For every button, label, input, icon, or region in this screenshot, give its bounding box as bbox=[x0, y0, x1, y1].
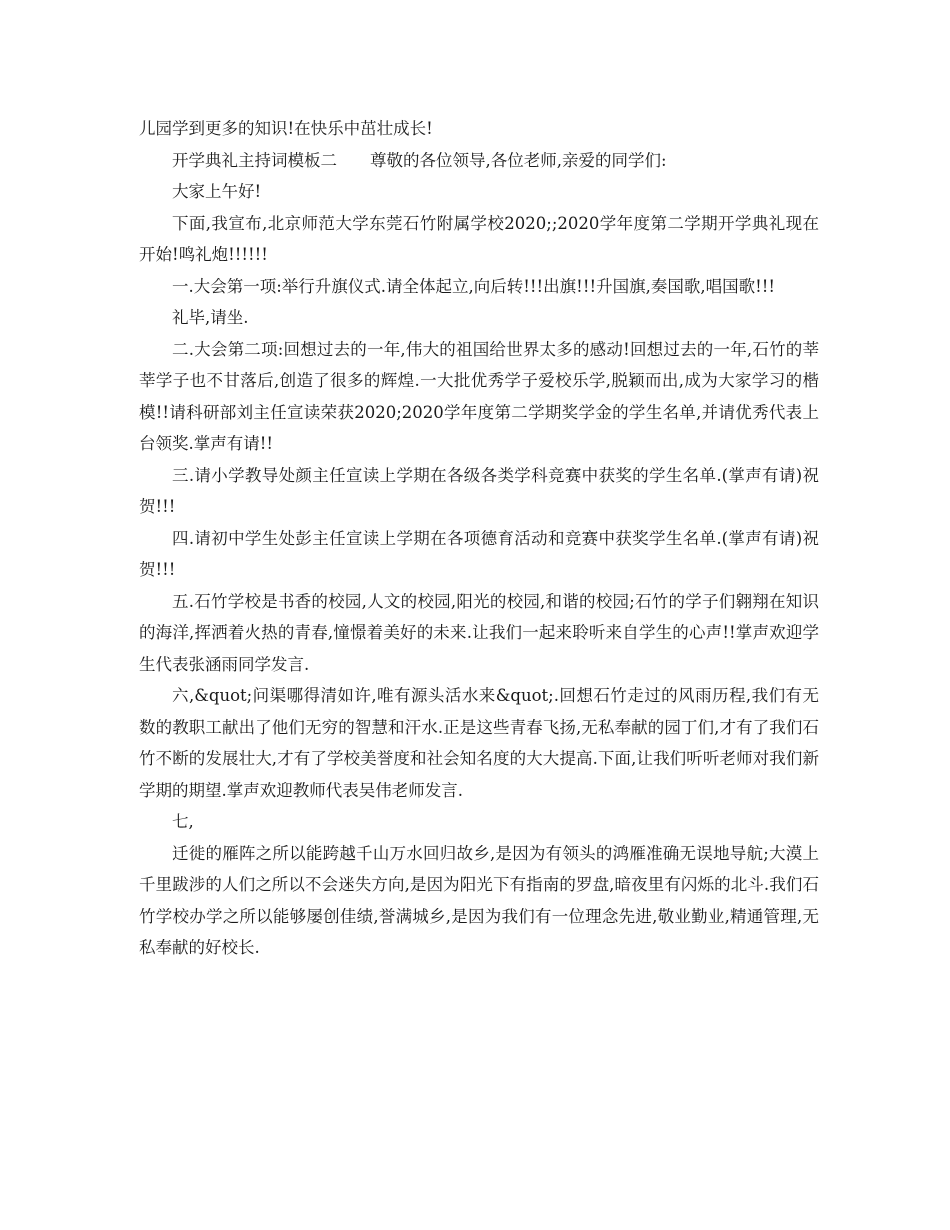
paragraph: 七, bbox=[172, 812, 194, 831]
paragraph: 六,&quot;问渠哪得清如许,唯有源头活水来&quot;.回想石竹走过的风雨历程,我们有无数的教职工献出了他们无穷的智慧和汗水.正是这些青春飞扬,无私奉献的园丁们,才有了我们石竹不断的发展壮大,才有了学校美誉度和社会知名度的大大提高.下面,让我们听听老师对我们新学期的期望.掌声欢迎教师代表吴伟老师发言. bbox=[139, 686, 819, 800]
paragraph: 迁徙的雁阵之所以能跨越千山万水回归故乡,是因为有领头的鸿雁准确无误地导航;大漠上千里跋涉的人们之所以不会迷失方向,是因为阳光下有指南的罗盘,暗夜里有闪烁的北斗.我们石竹学校办学之所以能够屡创佳绩,誉满城乡,是因为我们有一位理念先进,敬业勤业,精通管理,无私奉献的好校长. bbox=[139, 843, 819, 957]
paragraph: 下面,我宣布,北京师范大学东莞石竹附属学校2020;;2020学年度第二学期开学典礼现在开始!鸣礼炮!!!!!! bbox=[139, 213, 819, 264]
document-body bbox=[139, 113, 819, 964]
paragraph: 礼毕,请坐. bbox=[172, 308, 249, 327]
paragraph: 大家上午好! bbox=[172, 182, 262, 201]
paragraph: 开学典礼主持词模板二 尊敬的各位领导,各位老师,亲爱的同学们: bbox=[172, 150, 667, 170]
paragraph: 儿园学到更多的知识!在快乐中茁壮成长! bbox=[139, 119, 433, 138]
paragraph: 三.请小学教导处颜主任宣读上学期在各级各类学科竞赛中获奖的学生名单.(掌声有请)祝贺!!! bbox=[139, 465, 819, 516]
paragraph: 五.石竹学校是书香的校园,人文的校园,阳光的校园,和谐的校园;石竹的学子们翱翔在知识的海洋,挥洒着火热的青春,憧憬着美好的未来.让我们一起来聆听来自学生的心声!!掌声欢迎学生代表张涵雨同学发言. bbox=[139, 591, 819, 674]
paragraph: 一.大会第一项:举行升旗仪式.请全体起立,向后转!!!出旗!!!升国旗,奏国歌,唱国歌!!! bbox=[172, 276, 775, 296]
paragraph: 四.请初中学生处彭主任宣读上学期在各项德育活动和竞赛中获奖学生名单.(掌声有请)祝贺!!! bbox=[139, 528, 819, 579]
paragraph: 二.大会第二项:回想过去的一年,伟大的祖国给世界太多的感动!回想过去的一年,石竹的莘莘学子也不甘落后,创造了很多的辉煌.一大批优秀学子爱校乐学,脱颖而出,成为大家学习的楷模!!请科研部刘主任宣读荣获2020;2020学年度第二学期奖学金的学生名单,并请优秀代表上台领奖.掌声有请!! bbox=[139, 339, 819, 453]
